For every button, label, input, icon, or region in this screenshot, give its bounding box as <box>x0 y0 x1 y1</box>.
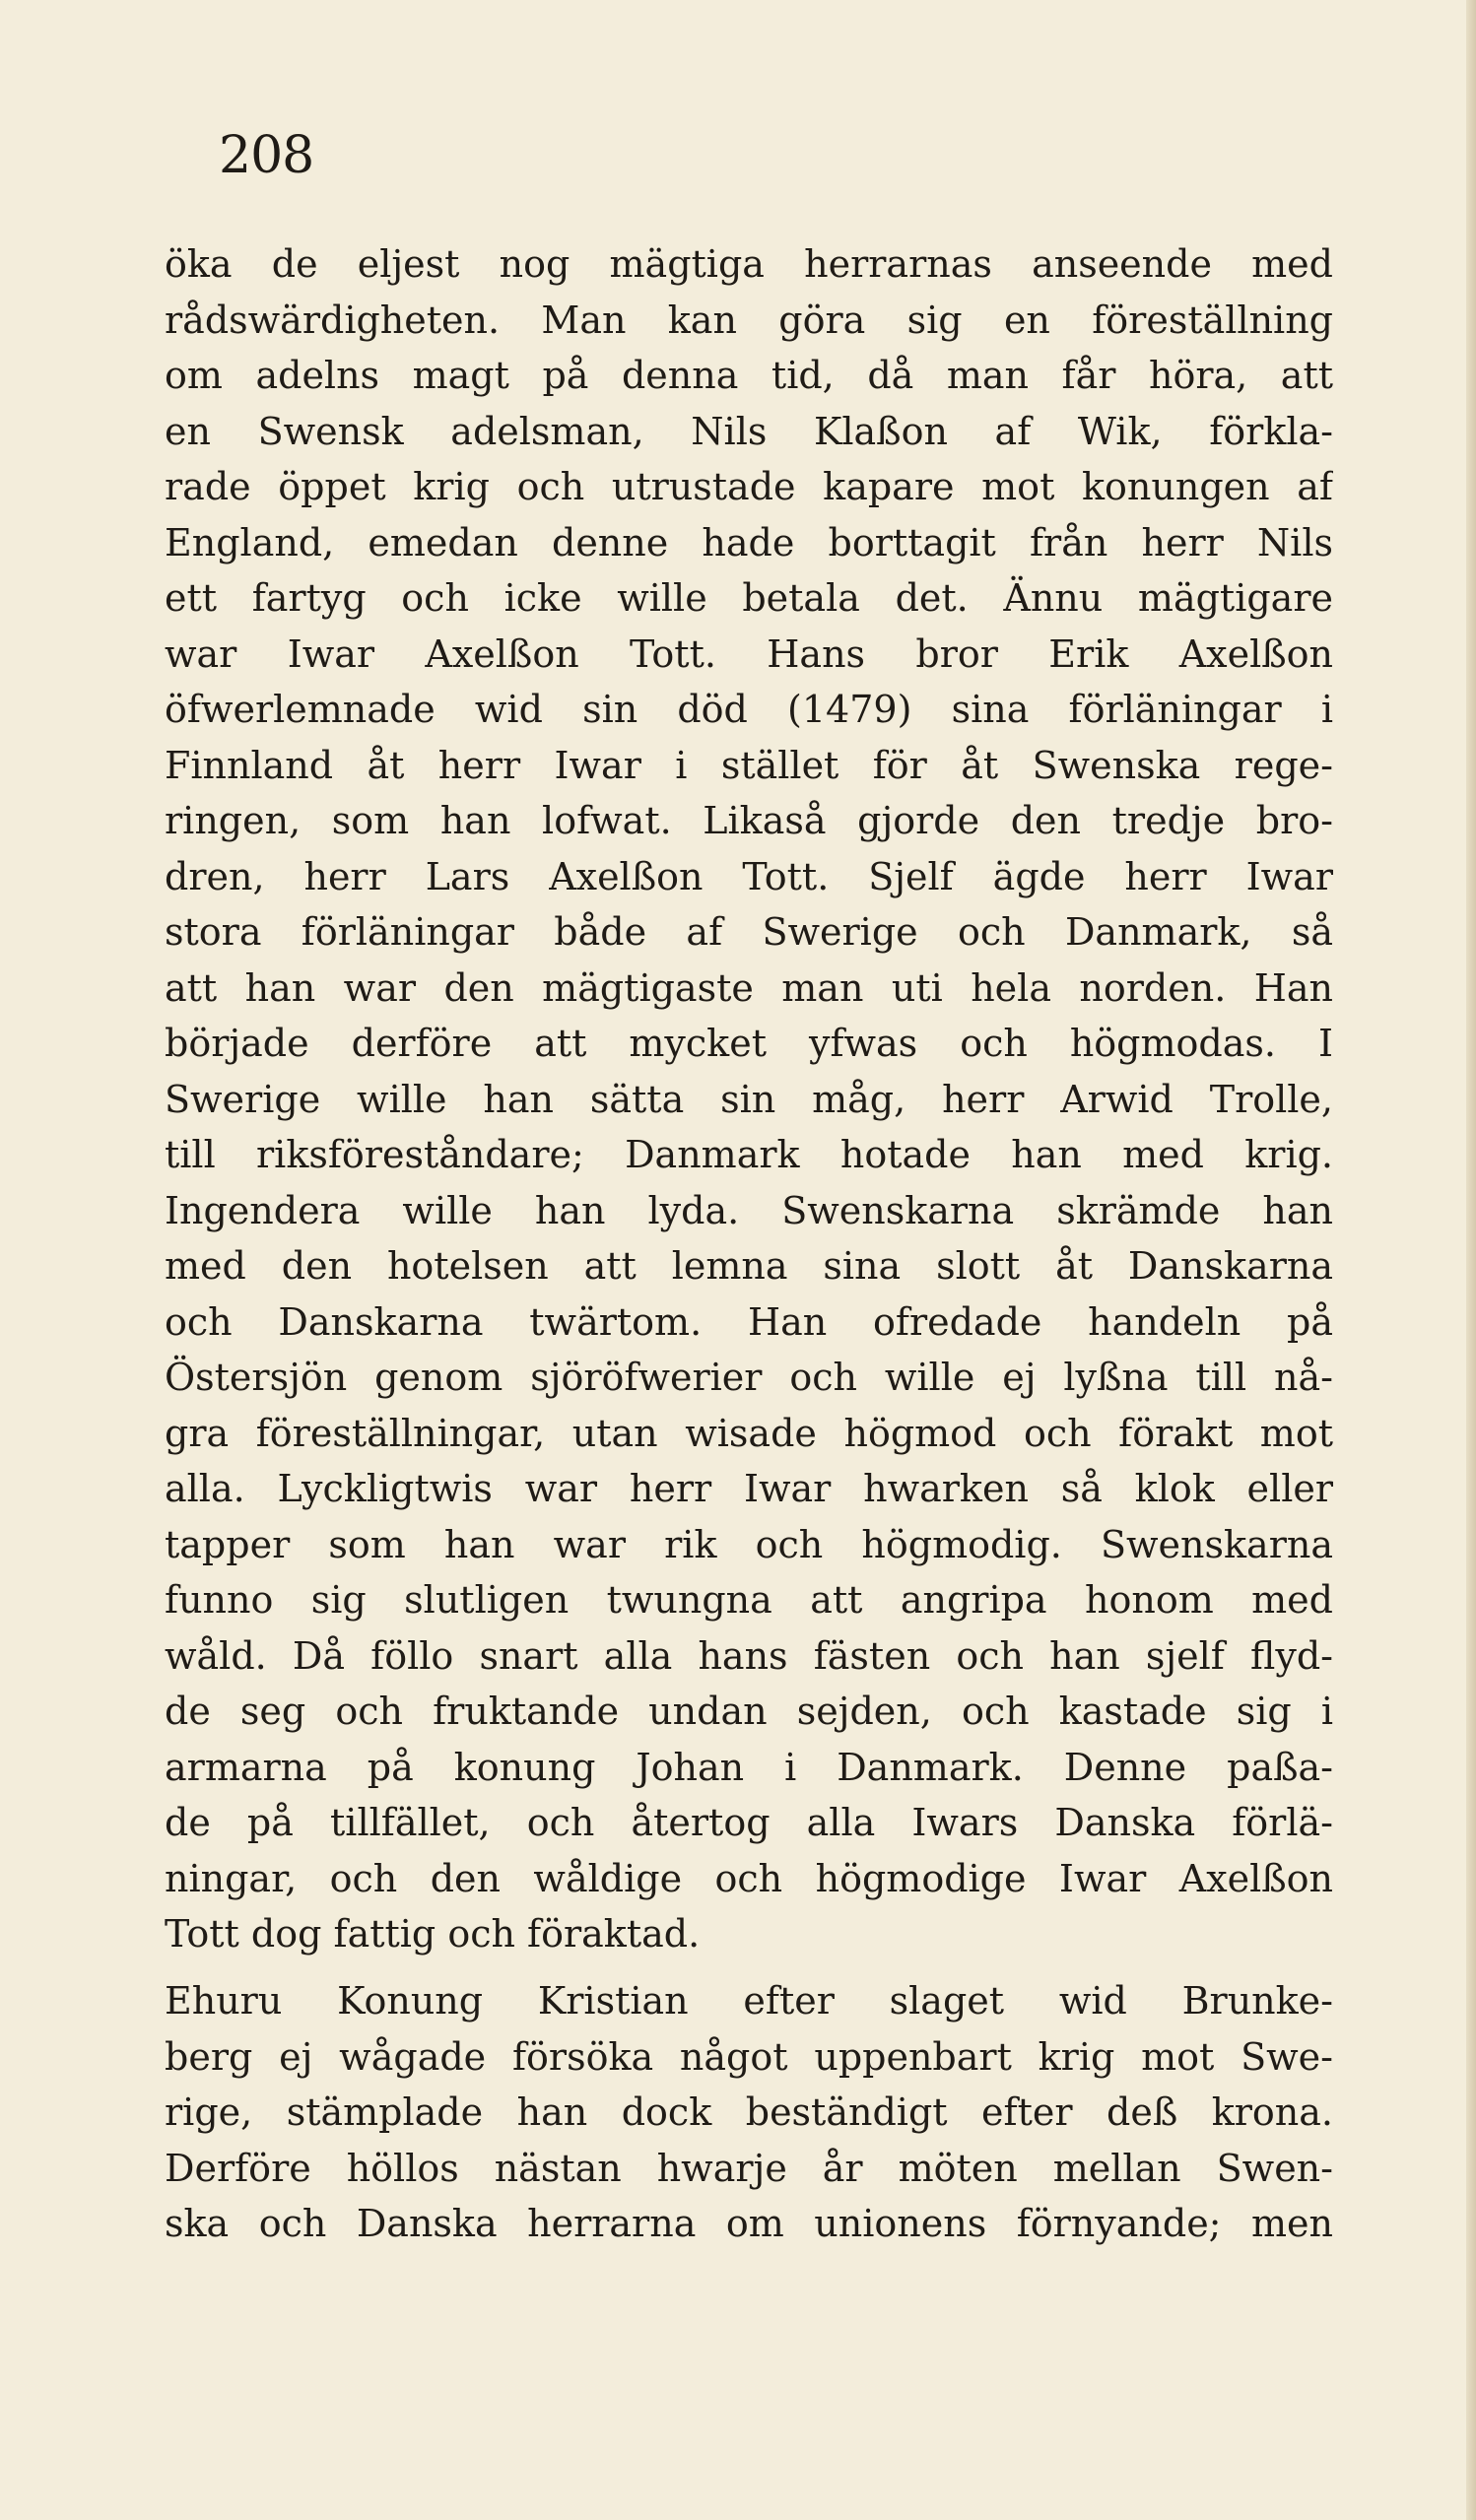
text-line: öka de eljest nog mägtiga herrarnas anseende med <box>165 242 1333 286</box>
text-line: Finnland åt herr Iwar i stället för åt Swenska rege- <box>165 743 1333 787</box>
text-line: dren, herr Lars Axelßon Tott. Sjelf ägde herr Iwar <box>165 854 1333 898</box>
text-line: ett fartyg och icke wille betala det. Ännu mägtigare <box>165 576 1333 620</box>
text-line: Östersjön genom sjöröfwerier och wille ej lyßna till nå- <box>165 1356 1333 1399</box>
text-line: Derföre höllos nästan hwarje år möten mellan Swen- <box>165 2146 1333 2190</box>
text-line: de på tillfället, och återtog alla Iwars Danska förlä- <box>165 1801 1333 1844</box>
text-line: en Swensk adelsman, Nils Klaßon af Wik, förkla- <box>165 409 1333 453</box>
text-line: Ingendera wille han lyda. Swenskarna skrämde han <box>165 1188 1333 1232</box>
page-edge <box>1466 0 1476 2520</box>
text-line: alla. Lyckligtwis war herr Iwar hwarken så klok eller <box>165 1467 1333 1510</box>
paragraph-1 <box>165 236 1333 1962</box>
text-line: Tott dog fattig och föraktad. <box>165 1912 701 1956</box>
text-line: stora förläningar både af Swerige och Danmark, så <box>165 910 1333 954</box>
text-line: och Danskarna twärtom. Han ofredade handeln på <box>165 1299 1333 1344</box>
text-line: war Iwar Axelßon Tott. Hans bror Erik Axelßon <box>165 631 1333 676</box>
text-line: tapper som han war rik och högmodig. Swenskarna <box>165 1522 1333 1566</box>
text-line: Ehuru Konung Kristian efter slaget wid Brunke- <box>165 1979 1333 2023</box>
text-line: öfwerlemnade wid sin död (1479) sina förläningar i <box>165 688 1333 731</box>
text-line: att han war den mägtigaste man uti hela norden. Han <box>165 965 1333 1010</box>
text-line: ringen, som han lofwat. Likaså gjorde den tredje bro- <box>165 799 1333 842</box>
text-line: de seg och fruktande undan sejden, och kastade sig i <box>165 1690 1333 1733</box>
text-line: rige, stämplade han dock beständigt efter deß krona. <box>165 2090 1333 2134</box>
text-line: England, emedan denne hade borttagit från herr Nils <box>165 520 1333 564</box>
paragraph-2 <box>165 1973 1333 2252</box>
text-line: om adelns magt på denna tid, då man får höra, att <box>165 354 1333 397</box>
text-line: berg ej wågade försöka något uppenbart krig mot Swe- <box>165 2034 1333 2079</box>
text-line: ningar, och den wåldige och högmodige Iwar Axelßon <box>165 1856 1333 1900</box>
text-line: funno sig slutligen twungna att angripa honom med <box>165 1578 1333 1622</box>
text-line: gra föreställningar, utan wisade högmod och förakt mot <box>165 1411 1333 1455</box>
text-line: rådswärdigheten. Man kan göra sig en föreställning <box>165 298 1333 342</box>
text-line: ska och Danska herrarna om unionens förnyande; men <box>165 2202 1333 2245</box>
page-number: 208 <box>219 126 314 185</box>
text-line: wåld. Då föllo snart alla hans fästen och han sjelf flyd- <box>165 1633 1333 1678</box>
text-line: rade öppet krig och utrustade kapare mot konungen af <box>165 465 1333 508</box>
text-line: armarna på konung Johan i Danmark. Denne paßa- <box>165 1745 1333 1789</box>
text-line: började derföre att mycket yfwas och högmodas. I <box>165 1022 1333 1065</box>
text-line: med den hotelsen att lemna sina slott åt Danskarna <box>165 1244 1333 1288</box>
text-line: Swerige wille han sätta sin måg, herr Arwid Trolle, <box>165 1077 1333 1121</box>
text-line: till riksföreståndare; Danmark hotade han med krig. <box>165 1133 1333 1176</box>
